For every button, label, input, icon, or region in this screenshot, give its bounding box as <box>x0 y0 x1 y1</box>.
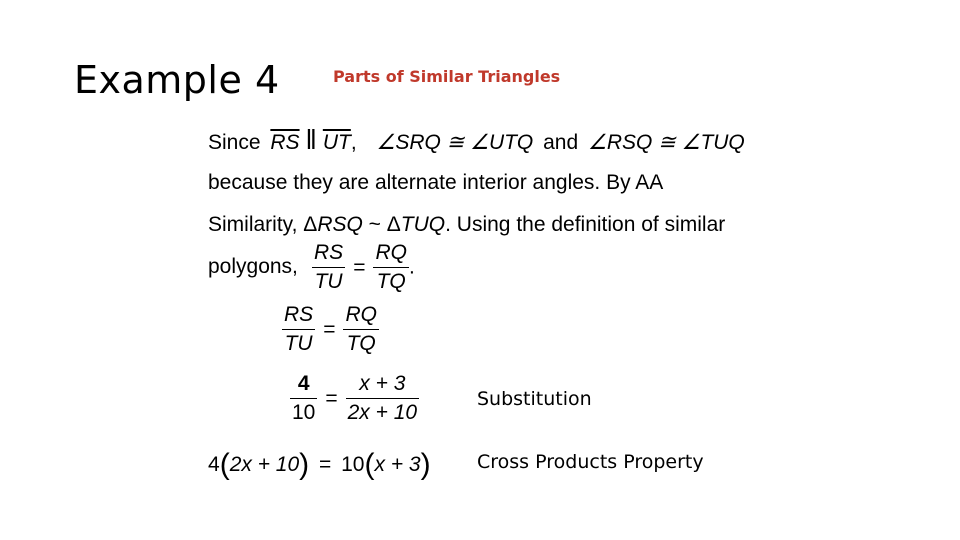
since-line <box>208 124 745 156</box>
slide-title: Example 4 <box>74 58 280 102</box>
slide-subtitle: Parts of Similar Triangles <box>333 67 561 86</box>
cross-products-equation <box>208 448 431 482</box>
numerator: RS <box>312 239 345 268</box>
denominator: 10 <box>292 401 316 424</box>
equals-sign: = <box>323 317 336 341</box>
numerator: RQ <box>343 301 379 330</box>
comma: , <box>350 131 357 154</box>
cross-products-note: Cross Products Property <box>477 451 704 473</box>
lhs-coefficient: 4 <box>208 453 220 476</box>
segment-ut: $\overline{UT}$ <box>322 131 351 154</box>
fraction-rs-tu <box>312 239 345 296</box>
paragraph-line-1: because they are alternate interior angles. By AA <box>208 171 664 194</box>
fraction-rs-tu <box>282 301 315 358</box>
paragraph-line-3: polygons, <box>208 255 298 278</box>
angle-congruence-1: ∠SRQ ≅ ∠UTQ <box>376 131 534 154</box>
right-paren: ) <box>420 448 431 481</box>
numerator: RS <box>282 301 315 330</box>
fraction-rq-tq <box>373 239 409 296</box>
right-paren: ) <box>299 448 310 481</box>
denominator: 2x + 10 <box>347 401 418 424</box>
proportion-1 <box>312 239 415 296</box>
equals-sign: = <box>353 255 366 279</box>
proportion-2 <box>282 301 379 358</box>
line2-part-e: . Using the definition of similar <box>445 213 726 236</box>
segment-rs: $\overline{RS}$ <box>270 131 300 154</box>
numerator: RQ <box>373 239 409 268</box>
denominator: TU <box>314 270 343 293</box>
line2-part-d: TUQ <box>400 213 446 236</box>
fraction-rq-tq <box>343 301 379 358</box>
equals-sign: = <box>325 386 338 410</box>
rhs-inner: x + 3 <box>374 453 421 476</box>
rhs-coefficient: 10 <box>341 453 365 476</box>
angle-congruence-2: ∠RSQ ≅ ∠TUQ <box>588 131 745 154</box>
substitution-equation <box>290 370 419 427</box>
numerator: 4 <box>290 370 317 399</box>
denominator: TU <box>284 332 313 355</box>
numerator: x + 3 <box>346 370 419 399</box>
left-paren: ( <box>364 448 375 481</box>
substitution-note: Substitution <box>477 388 592 410</box>
since-word: Since <box>208 131 261 154</box>
denominator: TQ <box>376 270 406 293</box>
fraction-4-10 <box>290 370 317 427</box>
parallel-symbol: ‖ <box>305 124 317 155</box>
line2-part-c: ~ Δ <box>362 213 401 236</box>
left-paren: ( <box>219 448 230 481</box>
line2-part-b: RSQ <box>317 213 363 236</box>
paragraph-line-2 <box>208 213 725 237</box>
equals-sign: = <box>319 453 332 476</box>
and-word: and <box>543 131 579 154</box>
denominator: TQ <box>346 332 376 355</box>
fraction-x-expression <box>346 370 419 427</box>
lhs-inner: 2x + 10 <box>229 453 300 476</box>
line2-part-a: Similarity, Δ <box>208 213 318 236</box>
period: . <box>408 255 415 279</box>
